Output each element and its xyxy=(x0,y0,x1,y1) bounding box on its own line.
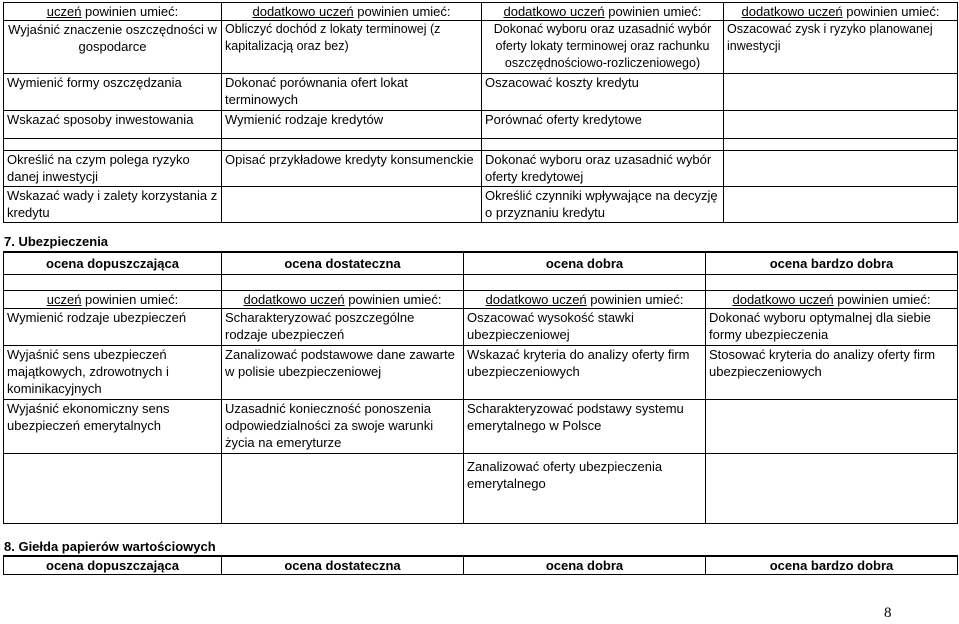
section-8-title: 8. Giełda papierów wartościowych xyxy=(4,539,216,554)
table-cell xyxy=(4,274,222,290)
table-cell: Wskazać kryteria do analizy oferty firm ubezpieczeniowych xyxy=(464,345,706,399)
table-row xyxy=(4,111,958,139)
table-cell: Zanalizować oferty ubezpieczenia emerytalnego xyxy=(464,453,706,523)
table-cell: Stosować kryteria do analizy oferty firm ubezpieczeniowych xyxy=(706,345,958,399)
top-header-1: uczeń powinien umieć: xyxy=(4,3,222,21)
table-cell xyxy=(724,151,958,187)
section-8-table xyxy=(3,555,958,575)
table-cell: Uzasadnić konieczność ponoszenia odpowiedzialności za swoje warunki życia na emeryturze xyxy=(222,399,464,453)
table-cell: Dokonać wyboru oraz uzasadnić wybór oferty lokaty terminowej oraz rachunku oszczędnościowo-rozliczeniowego) xyxy=(482,21,724,74)
table-row xyxy=(4,139,958,151)
section-7-header-row xyxy=(4,290,958,308)
table-cell xyxy=(4,139,222,151)
table-cell xyxy=(724,187,958,223)
table-cell xyxy=(464,274,706,290)
table-cell: Oszacować zysk i ryzyko planowanej inwestycji xyxy=(724,21,958,74)
grade-bardzo-dobra: ocena bardzo dobra xyxy=(706,556,958,575)
table-cell xyxy=(482,139,724,151)
top-table xyxy=(3,2,958,223)
top-header-4: dodatkowo uczeń powinien umieć: xyxy=(724,3,958,21)
grade-row xyxy=(4,252,958,274)
table-cell: Scharakteryzować podstawy systemu emerytalnego w Polsce xyxy=(464,399,706,453)
grade-row xyxy=(4,556,958,575)
table-row xyxy=(4,151,958,187)
table-row xyxy=(4,21,958,74)
page-number: 8 xyxy=(884,605,892,621)
table-cell xyxy=(222,453,464,523)
table-cell: Wyjaśnić znaczenie oszczędności w gospodarce xyxy=(4,21,222,74)
table-row xyxy=(4,453,958,523)
table-cell: Dokonać wyboru optymalnej dla siebie formy ubezpieczenia xyxy=(706,308,958,345)
table-cell xyxy=(4,453,222,523)
table-cell: Oszacować wysokość stawki ubezpieczeniowej xyxy=(464,308,706,345)
table-cell xyxy=(706,453,958,523)
grade-bardzo-dobra: ocena bardzo dobra xyxy=(706,252,958,274)
table-cell: Obliczyć dochód z lokaty terminowej (z kapitalizacją oraz bez) xyxy=(222,21,482,74)
table-cell: Scharakteryzować poszczególne rodzaje ubezpieczeń xyxy=(222,308,464,345)
grade-dobra: ocena dobra xyxy=(464,556,706,575)
top-header-row xyxy=(4,3,958,21)
table-cell xyxy=(724,111,958,139)
table-cell: Dokonać wyboru oraz uzasadnić wybór oferty kredytowej xyxy=(482,151,724,187)
grade-dopuszczajaca: ocena dopuszczająca xyxy=(4,556,222,575)
table-cell: Wyjaśnić ekonomiczny sens ubezpieczeń emerytalnych xyxy=(4,399,222,453)
s7-header-1: uczeń powinien umieć: xyxy=(4,290,222,308)
table-cell: Wymienić rodzaje ubezpieczeń xyxy=(4,308,222,345)
table-cell: Zanalizować podstawowe dane zawarte w polisie ubezpieczeniowej xyxy=(222,345,464,399)
table-cell: Określić czynniki wpływające na decyzję o przyznaniu kredytu xyxy=(482,187,724,223)
spacer-row xyxy=(4,274,958,290)
table-cell: Opisać przykładowe kredyty konsumenckie xyxy=(222,151,482,187)
grade-dobra: ocena dobra xyxy=(464,252,706,274)
top-header-3: dodatkowo uczeń powinien umieć: xyxy=(482,3,724,21)
table-cell: Określić na czym polega ryzyko danej inwestycji xyxy=(4,151,222,187)
table-cell xyxy=(222,187,482,223)
table-cell xyxy=(222,139,482,151)
table-cell: Oszacować koszty kredytu xyxy=(482,74,724,111)
grade-dostateczna: ocena dostateczna xyxy=(222,252,464,274)
grade-dostateczna: ocena dostateczna xyxy=(222,556,464,575)
table-row xyxy=(4,399,958,453)
table-cell xyxy=(706,274,958,290)
table-cell: Porównać oferty kredytowe xyxy=(482,111,724,139)
s7-header-2: dodatkowo uczeń powinien umieć: xyxy=(222,290,464,308)
s7-header-4: dodatkowo uczeń powinien umieć: xyxy=(706,290,958,308)
grade-dopuszczajaca: ocena dopuszczająca xyxy=(4,252,222,274)
table-row xyxy=(4,345,958,399)
table-cell: Wskazać sposoby inwestowania xyxy=(4,111,222,139)
table-cell xyxy=(724,74,958,111)
table-cell: Wymienić rodzaje kredytów xyxy=(222,111,482,139)
table-cell xyxy=(222,274,464,290)
s7-header-3: dodatkowo uczeń powinien umieć: xyxy=(464,290,706,308)
table-cell: Wskazać wady i zalety korzystania z kredytu xyxy=(4,187,222,223)
table-row xyxy=(4,187,958,223)
section-7-table xyxy=(3,251,958,524)
top-header-2: dodatkowo uczeń powinien umieć: xyxy=(222,3,482,21)
table-row xyxy=(4,74,958,111)
section-7-title: 7. Ubezpieczenia xyxy=(4,234,109,249)
table-cell: Wymienić formy oszczędzania xyxy=(4,74,222,111)
table-cell xyxy=(724,139,958,151)
table-cell: Dokonać porównania ofert lokat terminowych xyxy=(222,74,482,111)
table-cell xyxy=(706,399,958,453)
table-cell: Wyjaśnić sens ubezpieczeń majątkowych, zdrowotnych i kominikacyjnych xyxy=(4,345,222,399)
table-row xyxy=(4,308,958,345)
